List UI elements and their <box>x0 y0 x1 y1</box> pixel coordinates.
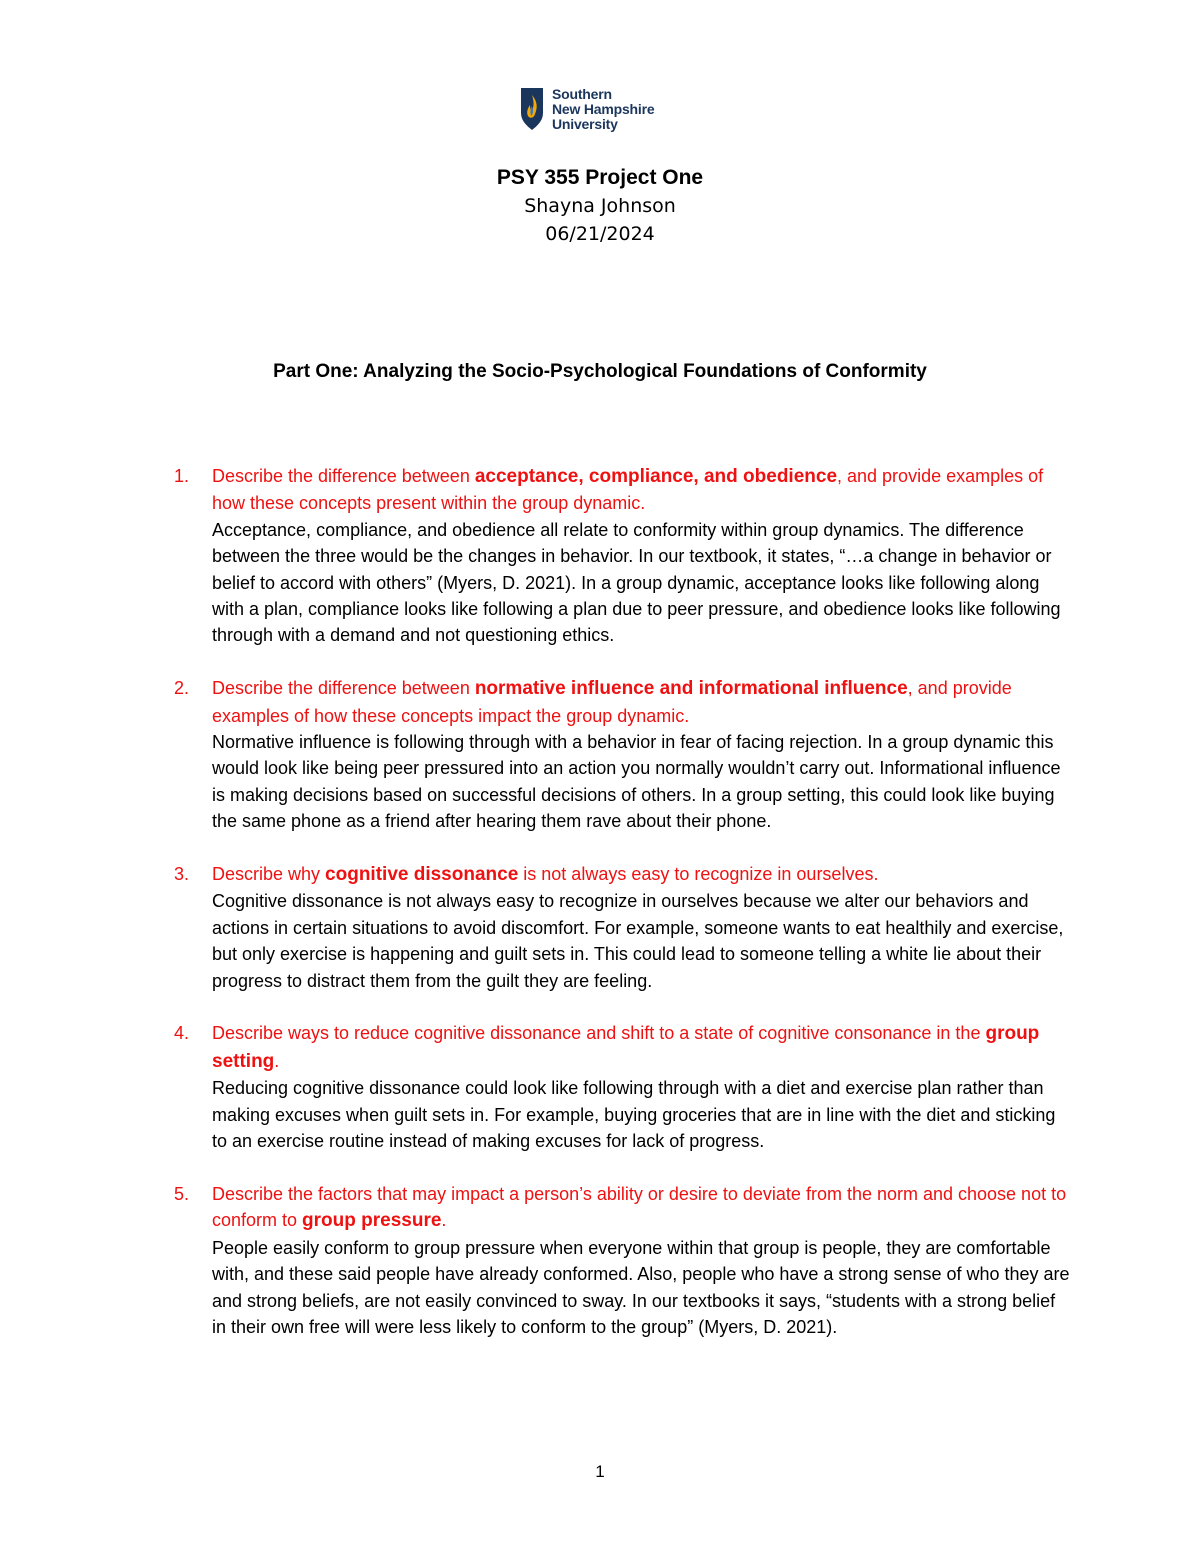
question-number: 2. <box>174 678 190 699</box>
question-key-terms: cognitive dissonance <box>325 864 519 886</box>
university-logo <box>520 84 654 134</box>
answer-text: People easily conform to group pressure when everyone within that group is people, they are comfortable with, and these said people have already conformed. Also, people who have a strong sense of who they are and strong beliefs, are not easily convinced to sway. In our textbooks it says, “students with a strong belief in their own free will were less likely to conform to the group” (Myers, D. 2021). <box>212 1237 1070 1337</box>
part-heading: Part One: Analyzing the Socio-Psychological Foundations of Conformity <box>273 361 927 382</box>
logo-wordmark <box>552 87 654 132</box>
title-block <box>0 164 1200 248</box>
question-item <box>174 1181 1074 1340</box>
question-item <box>174 1020 1074 1154</box>
question-suffix: , and provide examples of how these concepts present within the group dynamic. <box>212 466 1044 514</box>
question-key-terms: normative influence and informational influence <box>474 678 908 700</box>
question-text <box>212 678 1012 725</box>
question-item <box>174 463 1074 649</box>
question-item <box>174 861 1074 994</box>
question-suffix: . <box>441 1210 447 1231</box>
question-text <box>212 1023 1039 1070</box>
answer-text: Normative influence is following through with a behavior in fear of facing rejection. In a group dynamic this would look like being peer pressured into an action you normally wouldn’t carry out. Informational influence is making decisions based on successful decisions of others. In a group setting, this could look like buying the same phone as a friend after hearing them rave about their phone. <box>212 732 1061 832</box>
question-number: 5. <box>174 1183 190 1204</box>
question-suffix: . <box>274 1050 280 1071</box>
logo-line-2: New Hampshire <box>552 100 655 117</box>
answer-text: Acceptance, compliance, and obedience all relate to conformity within group dynamics. The difference between the three would be the changes in behavior. In our textbook, it states, “…a change in behavior or belief to accord with others” (Myers, D. 2021). In a group dynamic, acceptance looks like following along with a plan, compliance looks like following a plan due to peer pressure, and obedience looks like following through with a demand and not questioning ethics. <box>212 519 1061 646</box>
question-list <box>174 463 1074 1367</box>
question-number: 3. <box>174 864 190 885</box>
question-prefix: Describe the factors that may impact a person’s ability or desire to deviate from the norm and choose not to conform to <box>212 1183 1067 1231</box>
question-key-terms: group pressure <box>302 1210 442 1232</box>
answer-text: Reducing cognitive dissonance could look like following through with a diet and exercise plan rather than making excuses when guilt sets in. For example, buying groceries that are in line with the diet and sticking to an exercise routine instead of making excuses for lack of progress. <box>212 1078 1056 1152</box>
question-prefix: Describe ways to reduce cognitive dissonance and shift to a state of cognitive consonance in the <box>212 1023 986 1044</box>
shield-flame-icon <box>520 87 544 131</box>
question-number: 1. <box>174 466 190 486</box>
document-date: 06/21/2024 <box>545 223 655 245</box>
page-number: 1 <box>595 1462 605 1481</box>
document-title: PSY 355 Project One <box>496 166 704 189</box>
author-name: Shayna Johnson <box>524 195 676 217</box>
question-text <box>212 864 878 884</box>
question-number: 4. <box>174 1023 190 1044</box>
question-suffix: is not always easy to recognize in ourselves. <box>518 864 879 885</box>
question-prefix: Describe the difference between <box>212 466 475 486</box>
question-key-terms: acceptance, compliance, and obedience <box>474 466 838 487</box>
question-key-terms: group setting <box>212 1023 1040 1072</box>
question-item <box>174 675 1074 834</box>
answer-text: Cognitive dissonance is not always easy to recognize in ourselves because we alter our behaviors and actions in certain situations to avoid discomfort. For example, someone wants to eat healthily and exercise, but only exercise is happening and guilt sets in. This could lead to someone telling a white lie about their progress to distract them from the guilt they are feeling. <box>212 891 1064 991</box>
logo-line-1: Southern <box>552 85 612 102</box>
question-text <box>212 466 1043 513</box>
question-text <box>212 1184 1066 1230</box>
question-prefix: Describe why <box>212 864 326 885</box>
question-suffix: , and provide examples of how these concepts impact the group dynamic. <box>212 678 1012 726</box>
logo-line-3: University <box>552 115 618 132</box>
question-prefix: Describe the difference between <box>212 678 475 699</box>
